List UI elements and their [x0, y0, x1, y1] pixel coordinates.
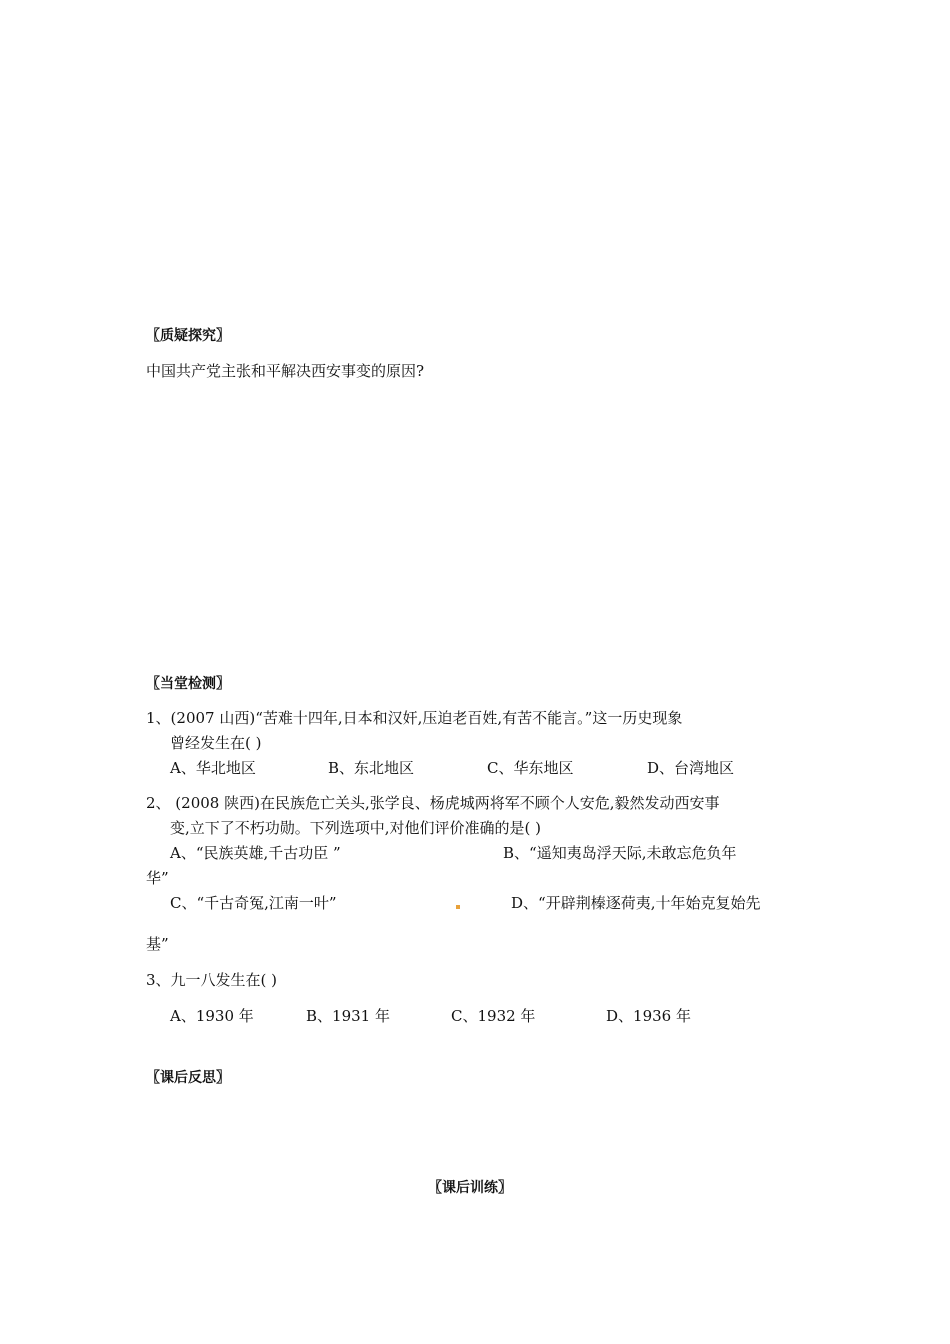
q1-line1: 1、(2007 山西)“苦难十四年,日本和汉奸,压迫老百姓,有苦不能言。”这一历史现象 [146, 709, 683, 727]
q2-line1: 2、 (2008 陕西)在民族危亡关头,张学良、杨虎城两将军不顾个人安危,毅然发动西安事 [146, 794, 720, 812]
q3-option-c: C、1932 年 [451, 1007, 536, 1025]
q2-option-d-continuation: 基” [146, 935, 169, 953]
q1-option-a: A、华北地区 [170, 759, 256, 777]
q2-option-b-continuation: 华” [146, 869, 169, 887]
q3-option-d: D、1936 年 [606, 1007, 691, 1025]
section-heading-reflection: 〖课后反思〗 [146, 1070, 230, 1086]
q2-option-a: A、“民族英雄,千古功臣 ” [170, 844, 341, 862]
q2-option-c: C、“千古奇冤,江南一叶” [170, 894, 337, 912]
section-heading-classroom-test: 〖当堂检测〗 [146, 676, 230, 692]
q2-option-d: D、“开辟荆榛逐荷夷,十年始克复始先 [511, 894, 761, 912]
q3-option-a: A、1930 年 [170, 1007, 254, 1025]
q2-option-b: B、“遥知夷岛浮天际,未敢忘危负年 [503, 844, 737, 862]
q3-option-b: B、1931 年 [306, 1007, 390, 1025]
section-heading-inquiry: 〖质疑探究〗 [146, 328, 230, 344]
inquiry-question: 中国共产党主张和平解决西安事变的原因? [146, 362, 425, 380]
q1-option-b: B、东北地区 [328, 759, 415, 777]
q1-line2: 曾经发生在( ) [170, 734, 262, 752]
stray-mark [456, 905, 460, 909]
q3-line1: 3、九一八发生在( ) [146, 971, 278, 989]
section-heading-training: 〖课后训练〗 [428, 1180, 512, 1196]
q2-line2: 变,立下了不朽功勋。下列选项中,对他们评价准确的是( ) [170, 819, 542, 837]
q1-option-c: C、华东地区 [487, 759, 574, 777]
q1-option-d: D、台湾地区 [647, 759, 735, 777]
